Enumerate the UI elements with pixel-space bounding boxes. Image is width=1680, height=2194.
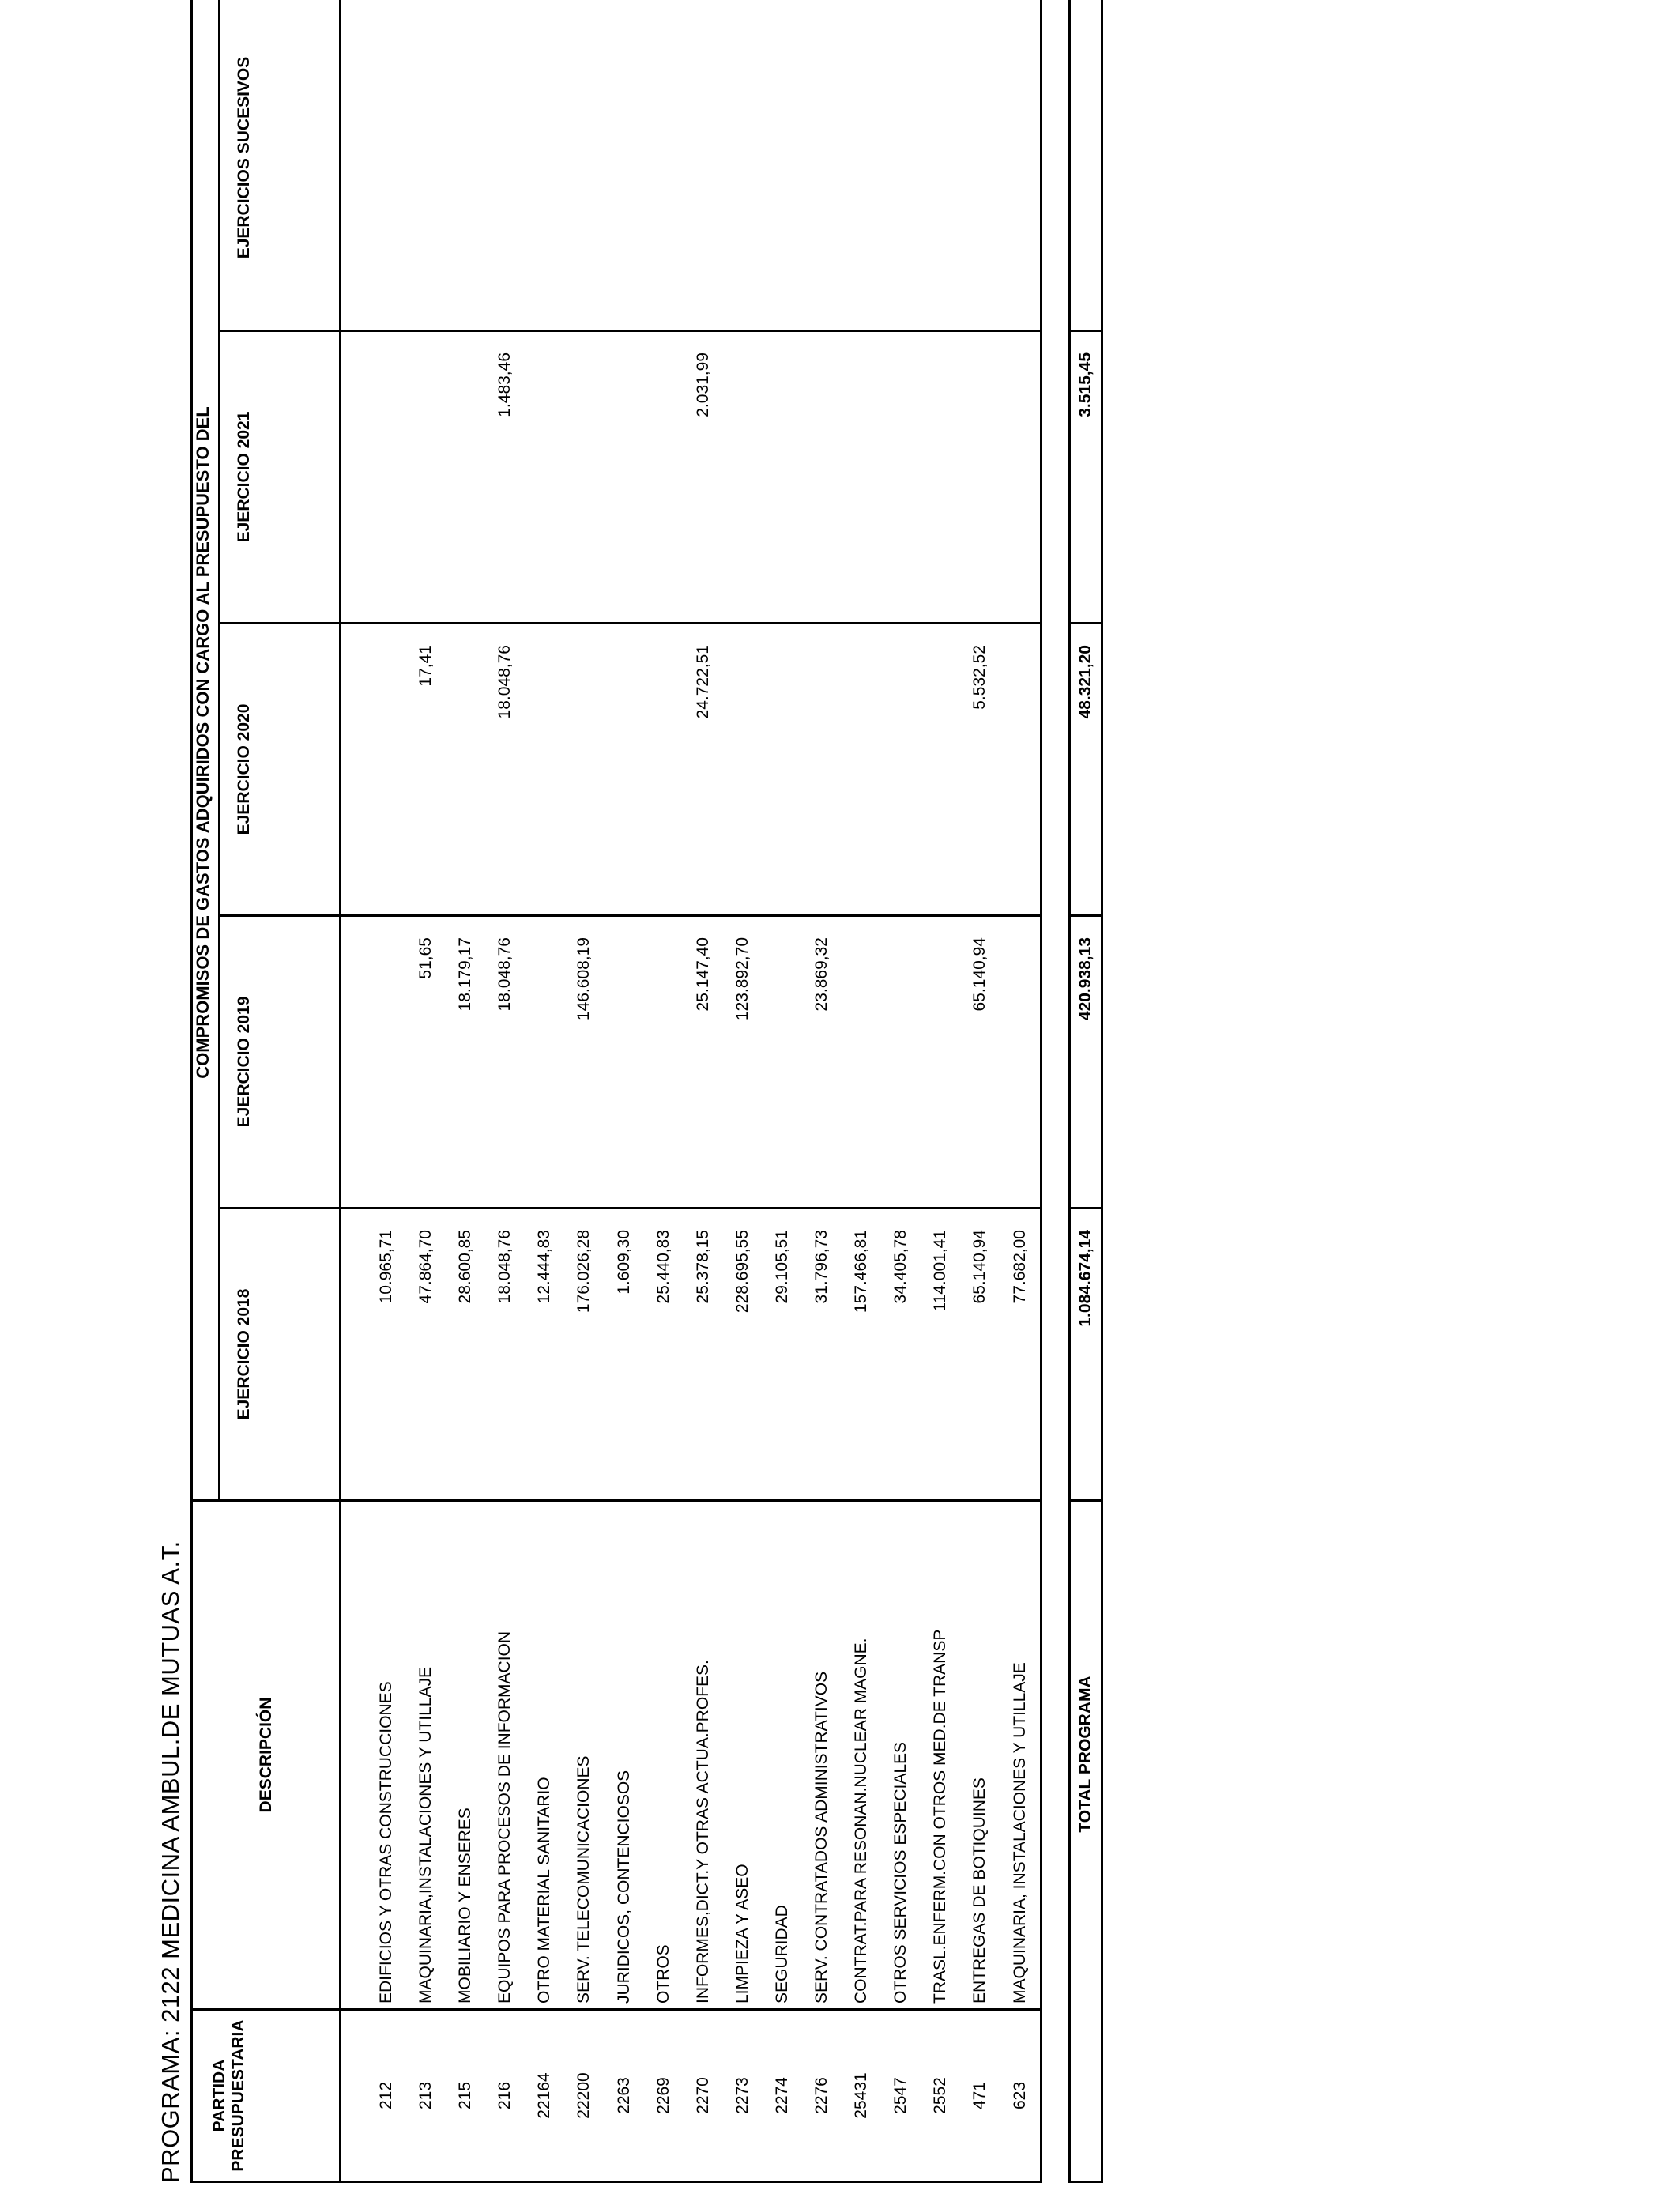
cell-e2021 xyxy=(960,332,1000,622)
cell-descripcion: TRASL.ENFERM.CON OTROS MED.DE TRANSP xyxy=(931,1629,950,2004)
cell-e2019: 18.048,76 xyxy=(495,937,514,1012)
ejercicio-2021-column xyxy=(341,331,1042,624)
cell-descripcion: MOBILIARIO Y ENSERES xyxy=(456,1808,475,2004)
cell-e2021: 2.031,99 xyxy=(693,352,712,417)
cell-e2021 xyxy=(723,332,763,622)
cell-partida: 22164 xyxy=(535,2072,554,2119)
cell-e2018: 114.001,41 xyxy=(931,1230,950,1312)
ejercicios-sucesivos-column xyxy=(341,0,1042,331)
header-ejercicio-2019 xyxy=(220,916,341,1208)
total-label: TOTAL PROGRAMA xyxy=(1070,1501,1102,2182)
cell-e2021 xyxy=(406,332,446,622)
cell-descripcion: LIMPIEZA Y ASEO xyxy=(733,1864,751,2004)
cell-e2019 xyxy=(921,917,960,1207)
program-title: PROGRAMA: 2122 MEDICINA AMBUL.DE MUTUAS A.T. xyxy=(156,1540,184,2183)
cell-sucesivos xyxy=(485,0,525,330)
cell-descripcion: SEGURIDAD xyxy=(772,1905,791,2004)
cell-e2018: 47.864,70 xyxy=(416,1230,435,1304)
cell-e2021 xyxy=(644,332,684,622)
cell-e2019 xyxy=(605,917,644,1207)
cell-sucesivos xyxy=(446,0,485,330)
cell-partida: 213 xyxy=(416,2081,435,2110)
header-ejercicio-2021 xyxy=(220,331,341,624)
cell-e2018: 25.440,83 xyxy=(654,1230,672,1304)
cell-partida: 2263 xyxy=(614,2077,633,2114)
cell-partida: 25431 xyxy=(852,2072,871,2119)
cell-sucesivos xyxy=(406,0,446,330)
cell-e2019: 25.147,40 xyxy=(693,937,712,1012)
cell-descripcion: OTRO MATERIAL SANITARIO xyxy=(535,1777,554,2004)
cell-sucesivos xyxy=(1000,0,1040,330)
cell-descripcion: MAQUINARIA, INSTALACIONES Y UTILLAJE xyxy=(1010,1662,1029,2004)
cell-partida: 471 xyxy=(970,2081,989,2110)
header-ejercicio-2021-label: EJERCICIO 2021 xyxy=(235,411,253,543)
total-2019: 420.938,13 xyxy=(1070,916,1102,1208)
cell-partida: 216 xyxy=(495,2081,514,2110)
cell-e2020 xyxy=(881,624,921,914)
header-compromisos-group: COMPROMISOS DE GASTOS ADQUIRIDOS CON CARGO AL PRESUPUESTO DEL xyxy=(192,0,220,1501)
cell-e2020: 5.532,52 xyxy=(970,645,989,710)
cell-e2021 xyxy=(605,332,644,622)
header-ejercicio-2018-label: EJERCICIO 2018 xyxy=(235,1288,253,1420)
header-ejercicio-2020 xyxy=(220,624,341,916)
cell-sucesivos xyxy=(763,0,802,330)
header-ejercicio-2020-label: EJERCICIO 2020 xyxy=(235,703,253,835)
cell-descripcion: INFORMES,DICT.Y OTRAS ACTUA.PROFES. xyxy=(693,1660,712,2004)
cell-e2021 xyxy=(763,332,802,622)
cell-sucesivos xyxy=(644,0,684,330)
header-descripcion: DESCRIPCIÓN xyxy=(192,1501,341,2010)
cell-sucesivos xyxy=(367,0,406,330)
header-ejercicio-2018 xyxy=(220,1208,341,1501)
cell-e2018: 228.695,55 xyxy=(733,1230,751,1314)
cell-e2020 xyxy=(1000,624,1040,914)
cell-e2018: 12.444,83 xyxy=(535,1230,554,1304)
header-partida xyxy=(192,2010,341,2182)
cell-e2019 xyxy=(1000,917,1040,1207)
cell-e2019: 65.140,94 xyxy=(970,937,989,1012)
cell-e2021 xyxy=(525,332,564,622)
cell-e2019: 123.892,70 xyxy=(733,937,751,1021)
commitments-table xyxy=(190,0,1042,2183)
cell-e2021 xyxy=(564,332,604,622)
partida-column xyxy=(341,2010,1042,2182)
cell-e2020 xyxy=(842,624,881,914)
cell-e2020 xyxy=(763,624,802,914)
cell-e2018: 31.796,73 xyxy=(812,1230,831,1304)
cell-e2020 xyxy=(564,624,604,914)
cell-e2019: 51,65 xyxy=(416,937,435,979)
total-sucesivos xyxy=(1070,0,1102,331)
cell-partida: 212 xyxy=(377,2081,395,2110)
cell-e2018: 34.405,78 xyxy=(891,1230,910,1304)
cell-e2021 xyxy=(1000,332,1040,622)
cell-e2018: 28.600,85 xyxy=(456,1230,475,1304)
cell-descripcion: SERV. TELECOMUNICACIONES xyxy=(574,1755,593,2004)
cell-partida: 2270 xyxy=(693,2077,712,2114)
cell-sucesivos xyxy=(921,0,960,330)
cell-sucesivos xyxy=(802,0,842,330)
cell-descripcion: EQUIPOS PARA PROCESOS DE INFORMACION xyxy=(495,1630,514,2004)
cell-e2018: 77.682,00 xyxy=(1010,1230,1029,1304)
cell-e2019 xyxy=(881,917,921,1207)
cell-e2020 xyxy=(446,624,485,914)
cell-partida: 2547 xyxy=(891,2077,910,2114)
cell-e2018: 1.609,30 xyxy=(614,1230,633,1295)
ejercicio-2019-column xyxy=(341,916,1042,1208)
total-2021: 3.515,45 xyxy=(1070,331,1102,624)
total-programa-row xyxy=(1068,0,1103,2183)
cell-e2019: 18.179,17 xyxy=(456,937,475,1012)
cell-e2019: 23.869,32 xyxy=(812,937,831,1012)
cell-partida: 215 xyxy=(456,2081,475,2110)
cell-partida: 2269 xyxy=(654,2077,672,2114)
cell-e2020 xyxy=(921,624,960,914)
cell-sucesivos xyxy=(842,0,881,330)
cell-partida: 2274 xyxy=(772,2077,791,2114)
cell-sucesivos xyxy=(723,0,763,330)
cell-e2020 xyxy=(644,624,684,914)
cell-partida: 2273 xyxy=(733,2077,751,2114)
cell-descripcion: ENTREGAS DE BOTIQUINES xyxy=(970,1777,989,2004)
cell-e2020 xyxy=(605,624,644,914)
cell-e2020 xyxy=(367,624,406,914)
ejercicio-2018-column xyxy=(341,1208,1042,1501)
cell-e2021 xyxy=(446,332,485,622)
cell-partida: 623 xyxy=(1010,2081,1029,2110)
cell-e2021 xyxy=(921,332,960,622)
ejercicio-2020-column xyxy=(341,624,1042,916)
cell-descripcion: MAQUINARIA,INSTALACIONES Y UTILLAJE xyxy=(416,1667,435,2004)
cell-e2020: 17,41 xyxy=(416,645,435,687)
cell-e2020: 18.048,76 xyxy=(495,645,514,719)
cell-e2019 xyxy=(525,917,564,1207)
cell-partida: 22200 xyxy=(574,2072,593,2119)
cell-e2018: 65.140,94 xyxy=(970,1230,989,1304)
total-2018: 1.084.674,14 xyxy=(1070,1208,1102,1501)
cell-descripcion: SERV. CONTRATADOS ADMINISTRATIVOS xyxy=(812,1671,831,2004)
header-ejercicio-2019-label: EJERCICIO 2019 xyxy=(235,996,253,1128)
cell-e2021 xyxy=(367,332,406,622)
cell-e2019 xyxy=(763,917,802,1207)
cell-e2018: 25.378,15 xyxy=(693,1230,712,1304)
cell-e2019: 146.608,19 xyxy=(574,937,593,1021)
cell-sucesivos xyxy=(881,0,921,330)
cell-e2020 xyxy=(723,624,763,914)
descripcion-column xyxy=(341,1501,1042,2010)
cell-e2018: 157.466,81 xyxy=(852,1230,871,1314)
cell-sucesivos xyxy=(525,0,564,330)
cell-e2018: 10.965,71 xyxy=(377,1230,395,1304)
cell-e2020 xyxy=(802,624,842,914)
header-partida-label: PARTIDA PRESUPUESTARIA xyxy=(210,2019,247,2172)
table-body-row xyxy=(341,0,1042,2182)
cell-partida: 2276 xyxy=(812,2077,831,2114)
cell-sucesivos xyxy=(684,0,723,330)
cell-sucesivos xyxy=(960,0,1000,330)
header-ejercicios-sucesivos-label: EJERCICIOS SUCESIVOS xyxy=(235,56,253,259)
cell-sucesivos xyxy=(564,0,604,330)
cell-descripcion: EDIFICIOS Y OTRAS CONSTRUCCIONES xyxy=(377,1681,395,2004)
cell-e2018: 176.026,28 xyxy=(574,1230,593,1314)
cell-e2019 xyxy=(644,917,684,1207)
header-ejercicios-sucesivos xyxy=(220,0,341,331)
cell-descripcion: CONTRAT.PARA RESONAN.NUCLEAR MAGNE. xyxy=(852,1638,871,2004)
cell-e2019 xyxy=(367,917,406,1207)
cell-partida: 2552 xyxy=(931,2077,950,2114)
cell-e2020 xyxy=(525,624,564,914)
cell-sucesivos xyxy=(605,0,644,330)
cell-e2021 xyxy=(881,332,921,622)
cell-descripcion: JURIDICOS, CONTENCIOSOS xyxy=(614,1770,633,2004)
total-2020: 48.321,20 xyxy=(1070,624,1102,916)
cell-e2021 xyxy=(802,332,842,622)
cell-e2021: 1.483,46 xyxy=(495,352,514,417)
cell-e2018: 29.105,51 xyxy=(772,1230,791,1304)
cell-e2019 xyxy=(842,917,881,1207)
cell-descripcion: OTROS SERVICIOS ESPECIALES xyxy=(891,1741,910,2004)
cell-e2018: 18.048,76 xyxy=(495,1230,514,1304)
cell-descripcion: OTROS xyxy=(654,1944,672,2004)
cell-e2020: 24.722,51 xyxy=(693,645,712,719)
cell-e2021 xyxy=(842,332,881,622)
